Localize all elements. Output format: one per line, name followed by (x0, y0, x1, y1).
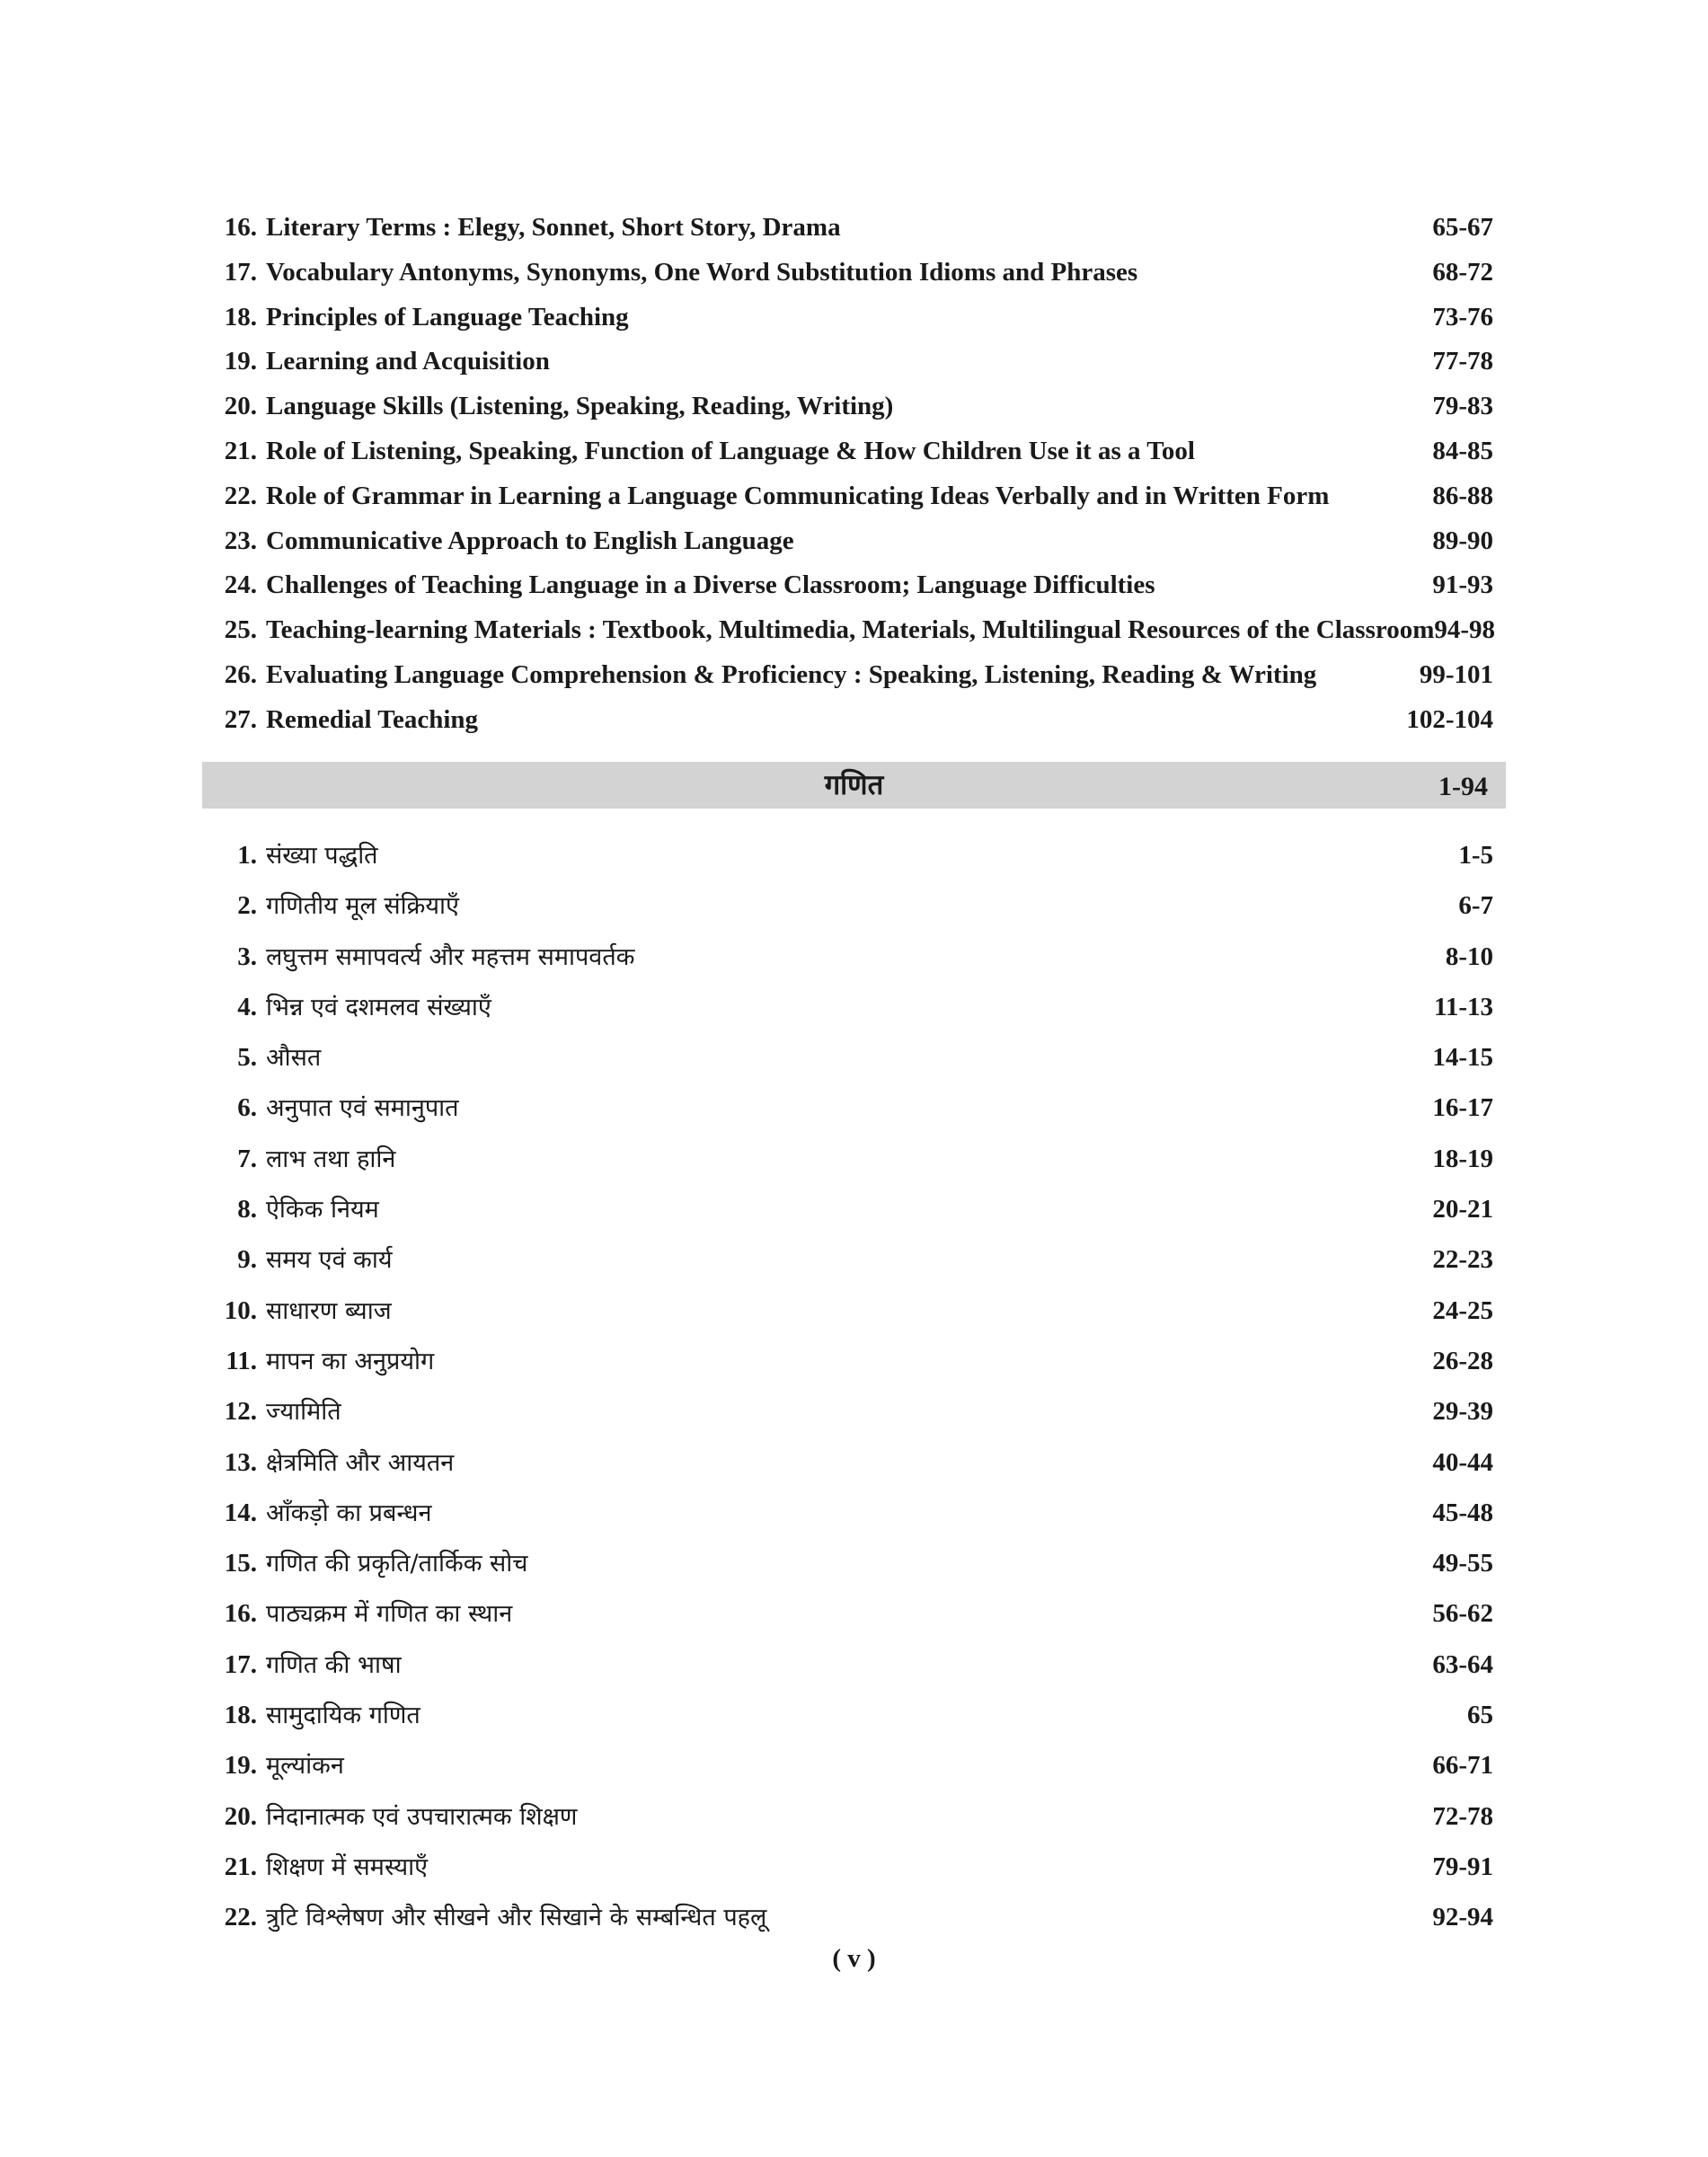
chapter-title: मापन का अनुप्रयोग (266, 1347, 435, 1375)
chapter-title: पाठ्यक्रम में गणित का स्थान (266, 1600, 513, 1629)
chapter-title: शिक्षण में समस्याएँ (266, 1852, 429, 1881)
page-range: 16-17 (1432, 1093, 1493, 1123)
chapter-number: 27. (224, 704, 257, 734)
toc-entry (207, 697, 1500, 742)
toc-entry (207, 652, 1500, 697)
chapter-number: 22. (224, 481, 257, 510)
chapter-title: औसत (266, 1044, 322, 1073)
toc-entry-label (207, 518, 794, 563)
chapter-number: 20. (224, 392, 257, 421)
toc-entry-label (207, 473, 1329, 518)
chapter-title: Challenges of Teaching Language in a Diverse Classroom; Language Difficulties (266, 570, 1155, 600)
chapter-number: 7. (237, 1144, 257, 1173)
chapter-title: लाभ तथा हानि (266, 1145, 396, 1173)
chapter-title: निदानात्मक एवं उपचारात्मक शिक्षण (266, 1802, 578, 1831)
page-range: 18-19 (1432, 1144, 1493, 1173)
toc-entry (207, 1588, 1500, 1639)
toc-entry (207, 1488, 1500, 1538)
toc-entry-label (207, 607, 1434, 652)
chapter-number: 26. (224, 659, 257, 689)
chapter-number: 20. (224, 1801, 257, 1831)
chapter-title: Learning and Acquisition (266, 347, 550, 376)
toc-entry (207, 1791, 1500, 1842)
page-range: 40-44 (1432, 1447, 1493, 1477)
toc-entry-label (207, 1032, 321, 1083)
chapter-number: 12. (224, 1397, 257, 1427)
chapter-number: 19. (224, 347, 257, 376)
chapter-title: भिन्न एवं दशमलव संख्याएँ (266, 993, 491, 1021)
chapter-number: 15. (224, 1549, 257, 1578)
page-range: 24-25 (1432, 1295, 1493, 1325)
toc-entry (207, 932, 1500, 982)
chapter-title: गणितीय मूल संक्रियाएँ (266, 892, 459, 921)
toc-entry (207, 1032, 1500, 1083)
toc-entry-label (207, 295, 629, 340)
toc-entry-label (207, 1740, 344, 1791)
toc-entry (207, 1538, 1500, 1588)
toc-entry (207, 250, 1500, 295)
toc-entry-label (207, 697, 478, 742)
toc-entry (207, 1740, 1500, 1790)
toc-entry (207, 1640, 1500, 1690)
page-range: 73-76 (1432, 302, 1493, 332)
chapter-title: समय एवं कार्य (266, 1246, 393, 1275)
page-range: 68-72 (1432, 257, 1493, 287)
chapter-number: 4. (237, 992, 257, 1021)
chapter-number: 9. (237, 1245, 257, 1275)
chapter-title: सामुदायिक गणित (266, 1702, 420, 1730)
page-range: 79-91 (1432, 1852, 1493, 1881)
toc-entry-label (207, 1842, 428, 1893)
page-range: 29-39 (1432, 1397, 1493, 1427)
chapter-title: आँकड़ो का प्रबन्धन (266, 1498, 432, 1527)
toc-entry (207, 205, 1500, 250)
chapter-number: 16. (224, 213, 257, 242)
toc-entry-label (207, 830, 378, 881)
toc-entry-label (207, 1437, 454, 1489)
page-range: 84-85 (1432, 436, 1493, 465)
chapter-title: साधारण ब्याज (266, 1296, 392, 1325)
toc-entry (207, 982, 1500, 1032)
toc-entry (207, 295, 1500, 340)
chapter-title: गणित की प्रकृति/तार्किक सोच (266, 1550, 528, 1578)
toc-entry (207, 518, 1500, 563)
chapter-number: 23. (224, 526, 257, 555)
math-toc-list (207, 830, 1500, 1943)
page-range: 49-55 (1432, 1549, 1493, 1578)
chapter-number: 18. (224, 302, 257, 332)
toc-entry (207, 384, 1500, 429)
toc-entry-label (207, 1791, 577, 1843)
toc-entry (207, 1083, 1500, 1133)
toc-entry-label (207, 1488, 432, 1539)
toc-entry (207, 1892, 1500, 1942)
page-range: 8-10 (1445, 941, 1493, 971)
page-range: 65 (1467, 1701, 1493, 1730)
toc-entry (207, 339, 1500, 384)
toc-entry (207, 1336, 1500, 1386)
chapter-number: 17. (224, 257, 257, 287)
chapter-title: ज्यामिति (266, 1398, 341, 1427)
toc-entry (207, 429, 1500, 473)
toc-entry-label (207, 982, 491, 1033)
page-range: 26-28 (1432, 1346, 1493, 1375)
chapter-number: 21. (224, 1852, 257, 1881)
chapter-title: Language Skills (Listening, Speaking, Reading, Writing) (266, 392, 894, 421)
toc-entry-label (207, 1083, 459, 1134)
chapter-title: क्षेत्रमिति और आयतन (266, 1448, 455, 1477)
chapter-number: 11. (226, 1346, 257, 1375)
page-range: 91-93 (1432, 570, 1493, 600)
page-range: 22-23 (1432, 1245, 1493, 1275)
page-range: 65-67 (1432, 213, 1493, 242)
chapter-title: Principles of Language Teaching (266, 302, 629, 332)
page-range: 89-90 (1432, 526, 1493, 555)
math-section-header (202, 762, 1506, 809)
toc-entry-label (207, 384, 893, 429)
chapter-number: 6. (237, 1093, 257, 1123)
page-range: 102-104 (1406, 704, 1493, 734)
chapter-title: Teaching-learning Materials : Textbook, Multimedia, Materials, Multilingual Resources of the Classroom (266, 615, 1435, 645)
chapter-title: त्रुटि विश्लेषण और सीखने और सिखाने के सम्बन्धित पहलू (266, 1904, 767, 1932)
chapter-title: संख्या पद्धति (266, 842, 378, 870)
toc-entry (207, 1234, 1500, 1285)
toc-entry-label (207, 880, 459, 932)
page-range: 66-71 (1432, 1751, 1493, 1781)
toc-entry (207, 1386, 1500, 1437)
toc-entry-label (207, 1184, 379, 1235)
toc-entry-label (207, 652, 1316, 697)
toc-entry-label (207, 1640, 402, 1691)
toc-entry (207, 1437, 1500, 1488)
chapter-number: 21. (224, 436, 257, 465)
page-range: 1-5 (1458, 841, 1493, 870)
toc-entry (207, 562, 1500, 607)
toc-entry (207, 1690, 1500, 1740)
chapter-number: 24. (224, 570, 257, 600)
toc-entry-label (207, 1134, 395, 1185)
chapter-number: 14. (224, 1498, 257, 1527)
chapter-number: 17. (224, 1649, 257, 1679)
toc-entry (207, 1134, 1500, 1184)
chapter-title: Role of Grammar in Learning a Language Communicating Ideas Verbally and in Written Form (266, 481, 1330, 510)
chapter-number: 5. (237, 1043, 257, 1073)
toc-entry (207, 880, 1500, 931)
page-range: 45-48 (1432, 1498, 1493, 1527)
chapter-title: Remedial Teaching (266, 704, 479, 734)
chapter-title: Literary Terms : Elegy, Sonnet, Short Story, Drama (266, 213, 841, 242)
page-range: 94-98 (1434, 615, 1496, 645)
page-range: 14-15 (1432, 1043, 1493, 1073)
toc-entry (207, 1842, 1500, 1892)
chapter-number: 25. (224, 615, 257, 645)
chapter-number: 13. (224, 1447, 257, 1477)
toc-entry-label (207, 1234, 393, 1286)
toc-entry-label (207, 1336, 434, 1387)
chapter-title: मूल्यांकन (266, 1752, 344, 1781)
page-range: 86-88 (1432, 481, 1493, 510)
toc-entry (207, 1286, 1500, 1336)
toc-entry-label (207, 932, 634, 983)
page-range: 63-64 (1432, 1649, 1493, 1679)
toc-entry-label (207, 562, 1155, 607)
chapter-title: Evaluating Language Comprehension & Proficiency : Speaking, Listening, Reading & Writing (266, 659, 1317, 689)
toc-entry (207, 473, 1500, 518)
toc-entry-label (207, 339, 550, 384)
page-range: 20-21 (1432, 1195, 1493, 1224)
chapter-title: अनुपात एवं समानुपात (266, 1094, 459, 1123)
page-range: 11-13 (1433, 992, 1493, 1021)
page-range: 77-78 (1432, 347, 1493, 376)
toc-entry (207, 1184, 1500, 1234)
page-range: 6-7 (1458, 891, 1493, 921)
chapter-number: 22. (224, 1903, 257, 1932)
chapter-title: गणित की भाषा (266, 1650, 402, 1679)
toc-entry-label (207, 1286, 392, 1337)
page-range: 99-101 (1419, 659, 1493, 689)
toc-entry-label (207, 205, 841, 250)
english-toc-list (207, 205, 1500, 742)
chapter-number: 8. (237, 1195, 257, 1224)
toc-entry-label (207, 250, 1137, 295)
chapter-title: Role of Listening, Speaking, Function of Language & How Children Use it as a Tool (266, 436, 1195, 465)
chapter-number: 18. (224, 1701, 257, 1730)
section-page-range: 1-94 (1438, 772, 1488, 801)
chapter-title: लघुत्तम समापवर्त्य और महत्तम समापवर्तक (266, 942, 635, 971)
chapter-number: 19. (224, 1751, 257, 1781)
toc-entry-label (207, 1892, 766, 1943)
section-title: गणित (824, 769, 884, 801)
toc-entry-label (207, 1386, 341, 1437)
page-range: 72-78 (1432, 1801, 1493, 1831)
chapter-title: ऐकिक नियम (266, 1196, 379, 1224)
page-number: ( v ) (832, 1944, 876, 1973)
page-range: 92-94 (1432, 1903, 1493, 1932)
chapter-number: 1. (237, 841, 257, 870)
page-range: 56-62 (1432, 1599, 1493, 1629)
toc-entry-label (207, 1588, 512, 1640)
chapter-number: 10. (224, 1295, 257, 1325)
chapter-title: Communicative Approach to English Language (266, 526, 794, 555)
page-range: 79-83 (1432, 392, 1493, 421)
toc-entry-label (207, 1690, 420, 1741)
toc-entry-label (207, 1538, 527, 1589)
chapter-number: 16. (224, 1599, 257, 1629)
chapter-number: 2. (237, 891, 257, 921)
toc-entry-label (207, 429, 1195, 473)
toc-entry (207, 607, 1500, 652)
chapter-title: Vocabulary Antonyms, Synonyms, One Word Substitution Idioms and Phrases (266, 257, 1138, 287)
toc-entry (207, 830, 1500, 880)
chapter-number: 3. (237, 941, 257, 971)
